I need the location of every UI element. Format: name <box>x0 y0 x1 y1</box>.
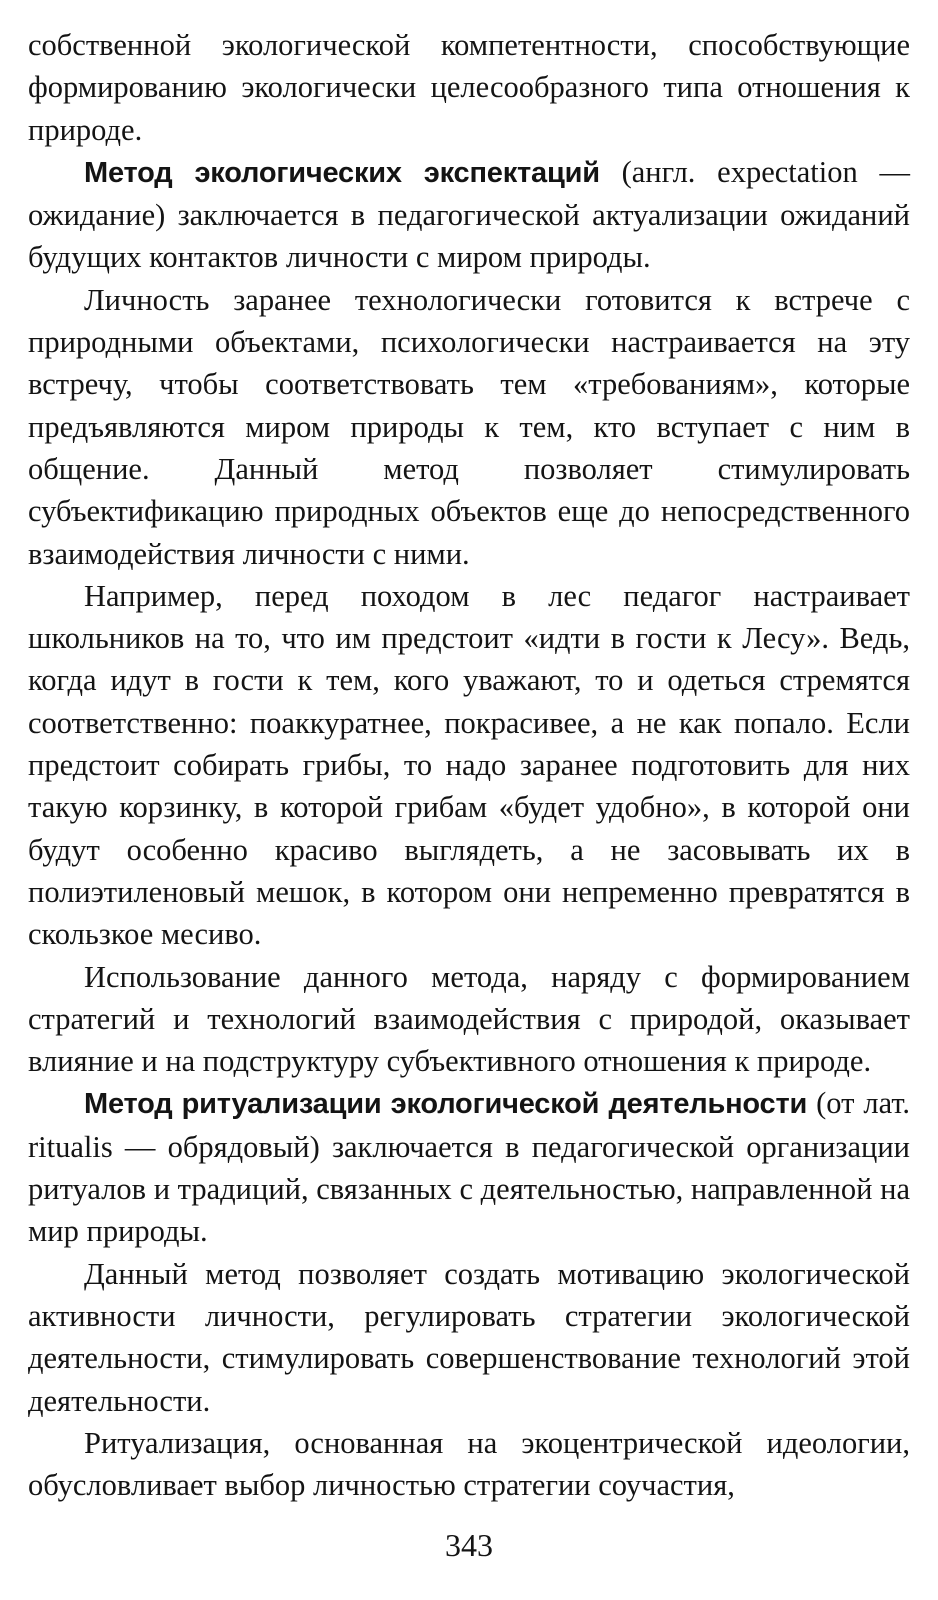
page-body <box>28 24 910 1506</box>
paragraph <box>28 1422 910 1507</box>
paragraph-continuation <box>28 24 910 151</box>
paragraph-text: (англ. expectation — ожидание) заключается в педагогической актуализации ожиданий будущих контактов личности с миром природы. <box>28 154 910 275</box>
paragraph <box>28 279 910 575</box>
paragraph-method-ritualization <box>28 1082 910 1252</box>
paragraph-method-expectations <box>28 151 910 279</box>
paragraph-text: (от лат. ritualis — обрядовый) заключается в педагогической организации ритуалов и традиций, связанных с деятельностью, направленной на мир природы. <box>28 1086 910 1249</box>
paragraph-text: Использование данного метода, наряду с формированием стратегий и технологий взаимодействия с природой, оказывает влияние и на подструктуру субъективного отношения к природе. <box>28 959 910 1079</box>
paragraph-text: Данный метод позволяет создать мотивацию экологической активности личности, регулировать стратегии экологической деятельности, стимулировать совершенствование технологий этой деятельности. <box>28 1256 910 1418</box>
term-heading: Метод ритуализации экологической деятельности <box>84 1088 808 1121</box>
term-heading: Метод экологических экспектаций <box>84 156 600 189</box>
paragraph-text: Например, перед походом в лес педагог настраивает школьников на то, что им предстоит «идти в гости к Лесу». Ведь, когда идут в гости к тем, кого уважают, то и одеться стремятся соответственно: поаккуратнее, покрасивее, а не как попало. Если предстоит собирать грибы, то надо заранее подготовить для них такую корзинку, в которой грибам «будет удобно», в которой они будут особенно красиво выглядеть, а не засовывать их в полиэтиленовый мешок, в котором они непременно превратятся в скользкое месиво. <box>28 578 910 952</box>
paragraph <box>28 1253 910 1422</box>
paragraph-text: собственной экологической компетентности, способствующие формированию экологически целесообразного типа отношения к природе. <box>28 28 910 147</box>
paragraph-text: Ритуализация, основанная на экоцентрической идеологии, обусловливает выбор личностью стратегии соучастия, <box>28 1425 910 1503</box>
paragraph-example <box>28 575 910 956</box>
paragraph <box>28 956 910 1083</box>
paragraph-text: Личность заранее технологически готовится к встрече с природными объектами, психологически настраивается на эту встречу, чтобы соответствовать тем «требованиям», которые предъявляются миром природы к тем, кто вступает с ним в общение. Данный метод позволяет стимулировать субъектификацию природных объектов еще до непосредственного взаимодействия личности с ними. <box>28 282 910 571</box>
page-number: 343 <box>445 1527 493 1563</box>
